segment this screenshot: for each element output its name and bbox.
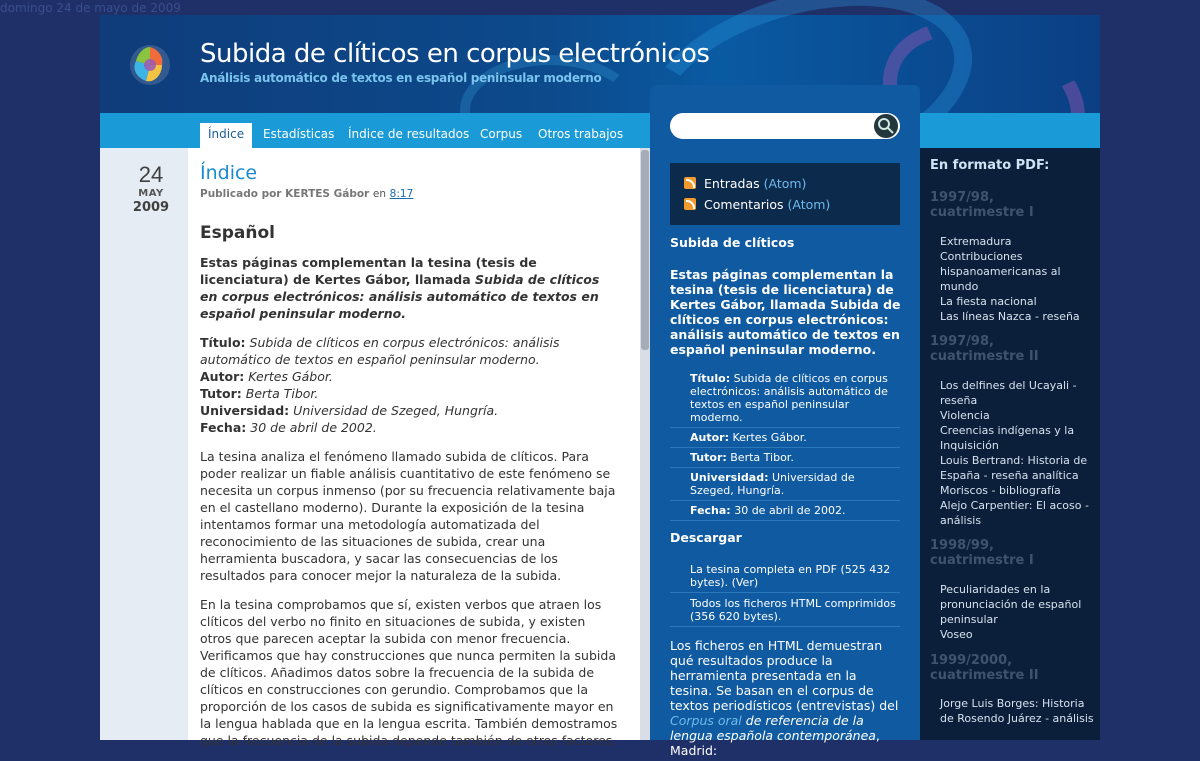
outro-tail: , Madrid: [670,728,880,758]
sidebar-intro: Estas páginas complementan la tesina (tesis de licenciatura) de Kertes Gábor, llamada Subida de clíticos en corpus electrónicos: análisis automático de textos en español peninsular moderno. [670,267,901,357]
archive-link[interactable]: Extremadura [940,235,1012,248]
tab-estadisticas[interactable]: Estadísticas [263,127,335,141]
post-year: 2009 [132,200,170,215]
field-label: Universidad: [690,471,769,484]
field-value: Kertes Gábor. [732,431,807,444]
corpus-oral-link[interactable]: Corpus oral [670,713,742,728]
list-item [670,448,900,468]
search-box[interactable] [670,113,900,139]
page-date: domingo 24 de mayo de 2009 [0,1,181,15]
tab-indice-resultados[interactable]: Índice de resultados [348,127,470,141]
byline-en: en [372,188,387,200]
search-button[interactable] [874,114,898,138]
tab-indice[interactable]: Índice [200,123,252,148]
field-value: Universidad de Szeged, Hungría. [690,471,855,497]
sidebar [650,85,920,758]
post-date [114,148,188,740]
field-label: Fecha: [690,504,731,517]
field-value: Berta Tibor. [245,386,319,401]
list-item [670,501,900,521]
post-day: 24 [138,162,164,187]
list-item [670,428,900,448]
list-item [670,369,900,428]
field-value: Kertes Gábor. [248,369,333,384]
list-item [670,468,900,501]
post-month: MAY [138,188,164,199]
post-title[interactable]: Índice [200,162,258,184]
intro-text: Estas páginas complementan la tesina (tesis de licenciatura) de Kertes Gábor, llamada [200,255,537,287]
post-paragraph: En la tesina comprobamos que sí, existen verbos que atraen los clíticos del verbo no finito en situaciones de subida, y existen otros que parecen aceptar la subida con menor frecuencia. Verificamos que hay construcciones que nunca permiten la subida de clíticos. Añadimos datos sobre la frecuencia de la subida de clíticos en construcciones con gerundio. Comprobamos que la proporción de los casos de subida es significativamente mayor en la lengua hablada que en la lengua escrita. También demostramos que la frecuencia de la subida depende también de otros factores. [200,597,618,748]
field-value: 30 de abril de 2002. [250,420,377,435]
field-value: Subida de clíticos en corpus electrónicos: análisis automático de textos en español peninsular moderno. [200,335,560,367]
archive-list [940,378,1095,528]
archive-link[interactable]: Las líneas Nazca - reseña [940,310,1080,323]
post-time-link[interactable]: 8:17 [389,188,414,200]
sidebar-section-title: Subida de clíticos [670,235,795,250]
tab-otros-trabajos[interactable]: Otros trabajos [538,127,624,141]
archive-link[interactable]: Peculiaridades en la pronunciación de español peninsular [940,583,1082,626]
outro-italic: de referencia de la lengua española contemporánea [670,713,876,743]
thesis-fields [200,334,620,436]
pdf-heading: En formato PDF: [930,158,1050,173]
archive-link[interactable]: Jorge Luis Borges: Historia de Rosendo Juárez - análisis [940,697,1094,725]
archive-list [940,582,1095,642]
archive-link[interactable]: Violencia [940,409,990,422]
post-byline [200,186,620,203]
scrollbar-thumb[interactable] [641,150,649,350]
search-icon [874,114,898,138]
field-label: Autor: [690,431,729,444]
archive-list [940,234,1095,324]
archive-link[interactable]: Moriscos - bibliografía [940,484,1061,497]
intro-thesis-title: Subida de clíticos en corpus electrónicos: análisis automático de textos en español peninsular moderno. [200,272,600,321]
archive-section-title: 1999/2000, cuatrimestre II [930,653,1039,683]
feed-label[interactable]: Comentarios [704,197,784,212]
field-value: 30 de abril de 2002. [734,504,846,517]
archive-link[interactable]: Voseo [940,628,973,641]
sidebar-fields [670,369,900,521]
site-description: Análisis automático de textos en español peninsular moderno [200,71,602,85]
blog-header [100,15,1100,113]
field-label: Fecha: [200,420,247,435]
post-paragraph: La tesina analiza el fenómeno llamado subida de clíticos. Para poder realizar un fiable análisis cuantitativo de este fenómeno se necesita un corpus inmenso (por su frecuencia relativamente baja en el castellano moderno). Durante la exposición de la tesina intentamos formar una metodología automatizada del reconocimiento de las situaciones de subida, crear una herramienta buscadora, y sacar las consecuencias de los resultados para conocer mejor la naturaleza de la subida. [200,449,616,583]
download-link[interactable]: La tesina completa en PDF (525 432 bytes). (Ver) [670,559,900,593]
nav-bar [100,113,1100,148]
download-list [670,559,900,627]
archive-link[interactable]: Louis Bertrand: Historia de España - reseña analítica [940,454,1088,482]
field-label: Tutor: [200,386,242,401]
byline-author: Publicado por KERTES Gábor [200,188,370,200]
feed-atom-link[interactable]: (Atom) [787,197,831,212]
post-intro [200,254,620,322]
archive-link[interactable]: Contribuciones hispanoamericanas al mundo [940,250,1061,293]
main-content [114,148,640,748]
field-label: Título: [200,335,246,350]
archive-link[interactable]: La fiesta nacional [940,295,1037,308]
rss-icon [684,177,696,189]
field-label: Autor: [200,369,245,384]
archive-section-title: 1998/99, cuatrimestre I [930,538,1034,568]
scrollbar[interactable] [640,148,650,740]
archive-section-title: 1997/98, cuatrimestre II [930,334,1039,364]
outro-text: Los ficheros en HTML demuestran qué resultados produce la herramienta presentada en la tesina. Se basan en el corpus de textos periodísticos (entrevistas) del [670,638,899,713]
rss-icon [684,198,696,210]
field-value: Universidad de Szeged, Hungría. [293,403,499,418]
content-margin [100,148,114,740]
field-value: Subida de clíticos en corpus electrónicos: análisis automático de textos en español peninsular moderno. [690,372,888,424]
search-input[interactable] [680,117,864,137]
logo-icon [128,43,172,87]
field-label: Tutor: [690,451,727,464]
post [200,162,620,761]
download-link[interactable]: Todos los ficheros HTML comprimidos (356 620 bytes). [670,593,900,627]
feed-box [670,163,900,225]
archive-section-title: 1997/98, cuatrimestre I [930,190,1034,220]
feed-entradas[interactable] [684,176,806,191]
field-label: Título: [690,372,731,385]
archive-link[interactable]: Creencias indígenas y la Inquisición [940,424,1075,452]
site-title[interactable]: Subida de clíticos en corpus electrónicos [200,39,710,69]
section-heading: Español [200,223,275,243]
feed-label[interactable]: Entradas [704,176,760,191]
archive-link[interactable]: Alejo Carpentier: El acoso - análisis [940,499,1089,527]
tab-corpus[interactable]: Corpus [480,127,523,141]
feed-comentarios[interactable] [684,197,830,212]
archive-list [940,696,1095,726]
right-column [920,148,1100,740]
sidebar-section-title: Descargar [670,530,742,545]
field-label: Universidad: [200,403,290,418]
sidebar-outro [670,638,902,758]
field-value: Berta Tibor. [730,451,794,464]
feed-atom-link[interactable]: (Atom) [763,176,807,191]
archive-link[interactable]: Los delfines del Ucayali - reseña [940,379,1077,407]
